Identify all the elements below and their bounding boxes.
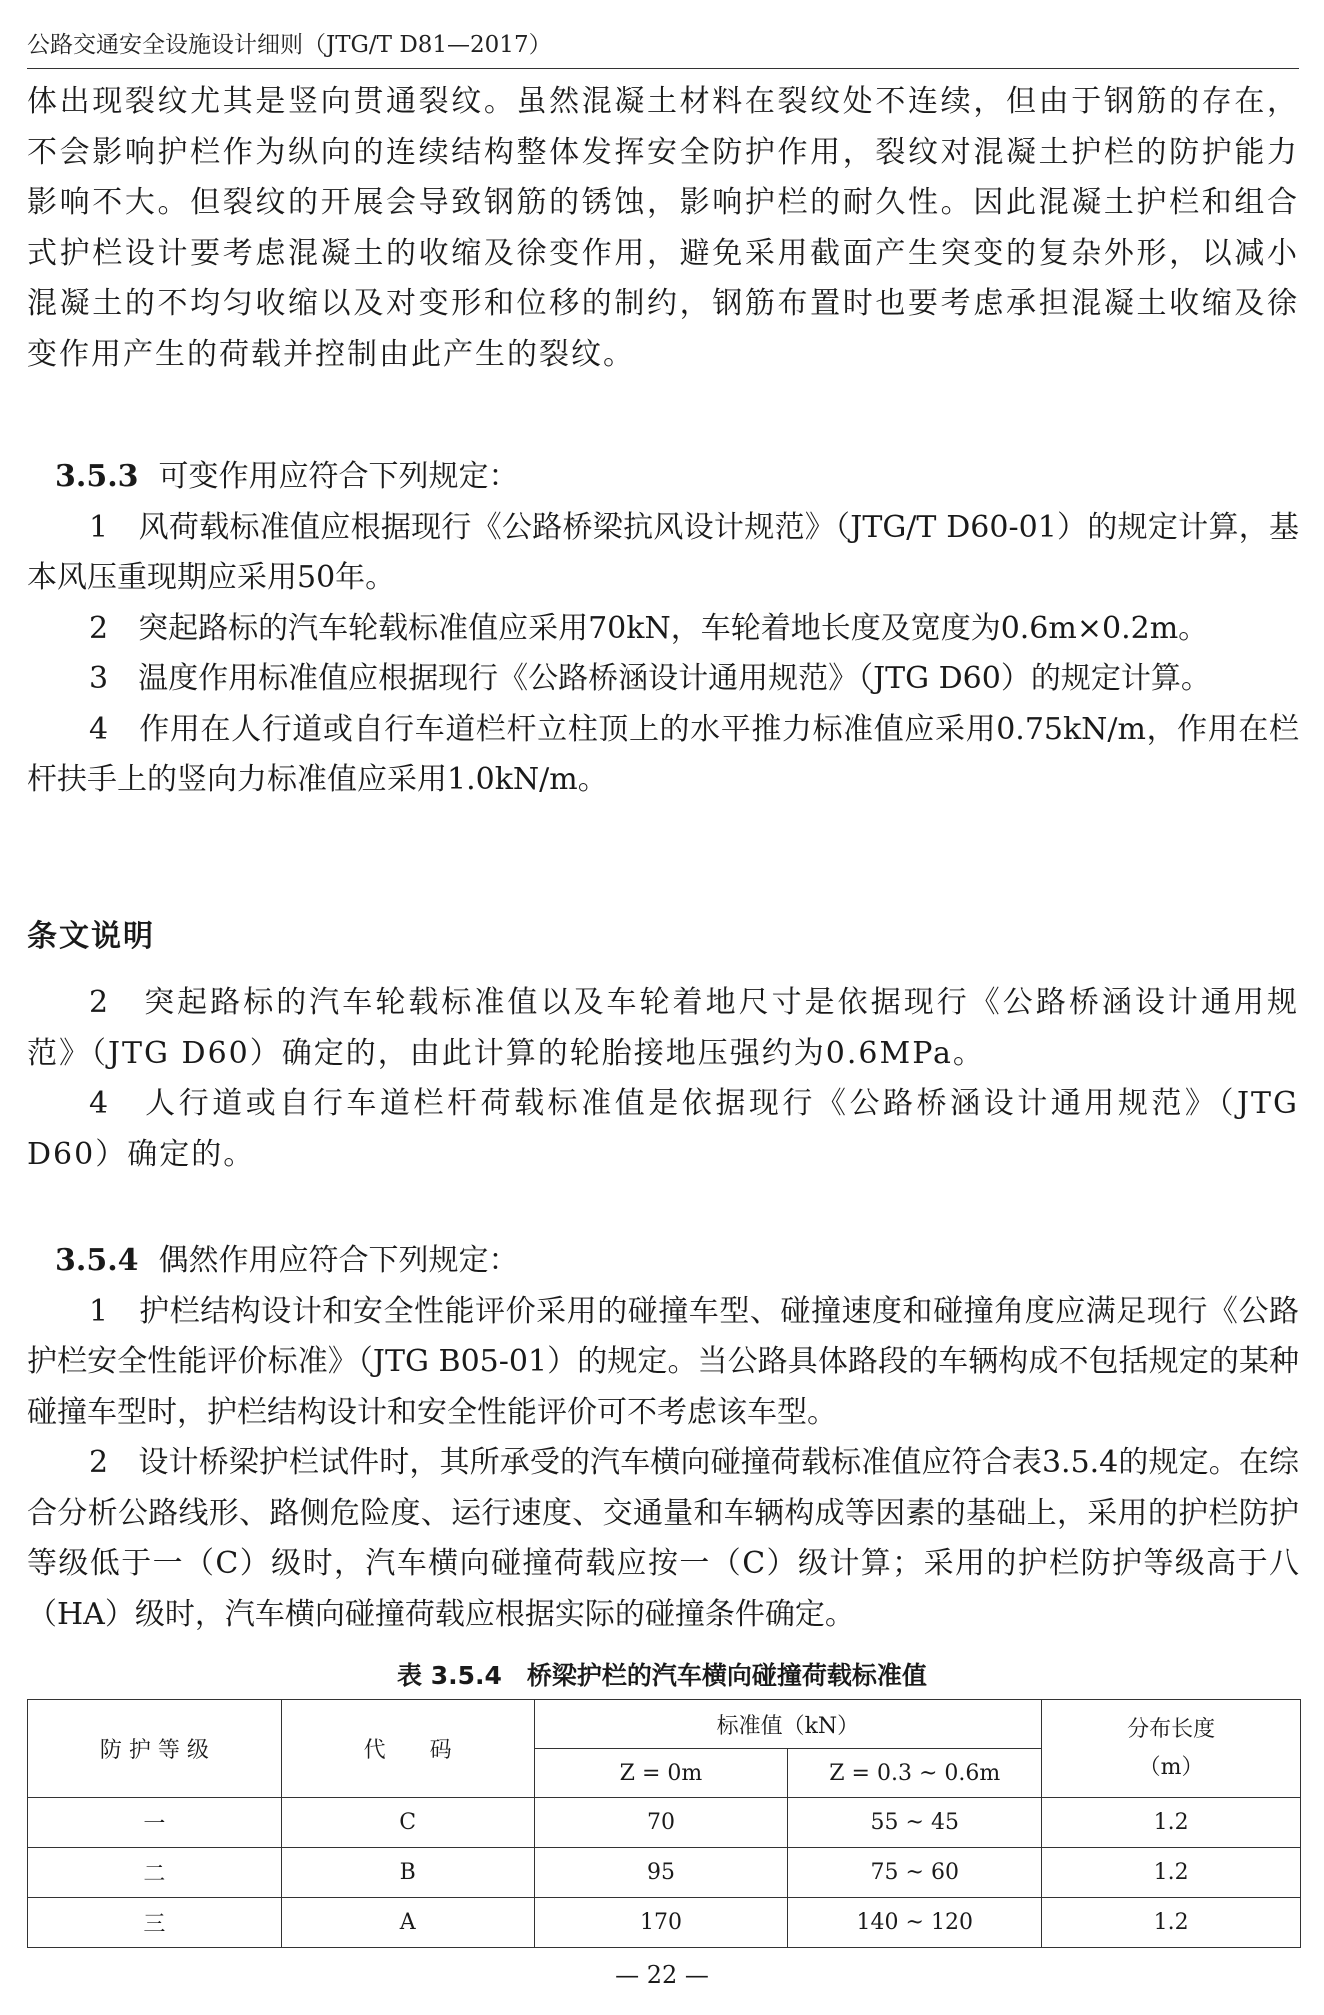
header-divider bbox=[27, 68, 1299, 69]
cell-z03: 75 ~ 60 bbox=[788, 1848, 1042, 1898]
section-3-5-4 bbox=[27, 1236, 1299, 1640]
cell-z03: 55 ~ 45 bbox=[788, 1798, 1042, 1848]
clause-item: 2 突起路标的汽车轮载标准值应采用70kN，车轮着地长度及宽度为0.6m×0.2m。 bbox=[89, 610, 1209, 646]
running-header: 公路交通安全设施设计细则（JTG/T D81—2017） bbox=[27, 32, 552, 58]
table-caption: 表 3.5.4 桥梁护栏的汽车横向碰撞荷载标准值 bbox=[397, 1661, 927, 1690]
header-z03: Z = 0.3 ~ 0.6m bbox=[788, 1749, 1042, 1798]
commentary-title: 条文说明 bbox=[27, 919, 155, 954]
cell-code: B bbox=[281, 1848, 534, 1898]
section-heading bbox=[27, 1236, 1299, 1287]
cell-length: 1.2 bbox=[1042, 1898, 1301, 1948]
cell-level: 二 bbox=[28, 1848, 282, 1898]
header-length bbox=[1042, 1700, 1301, 1798]
commentary-items bbox=[27, 978, 1299, 1180]
clause-item: 1 护栏结构设计和安全性能评价采用的碰撞车型、碰撞速度和碰撞角度应满足现行《公路护栏安全性能评价标准》（JTG B05-01）的规定。当公路具体路段的车辆构成不包括规定的某种碰撞车型时，护栏结构设计和安全性能评价可不考虑该车型。 bbox=[27, 1293, 1299, 1430]
section-title: 偶然作用应符合下列规定： bbox=[158, 1243, 519, 1278]
commentary-item: 2 突起路标的汽车轮载标准值以及车轮着地尺寸是依据现行《公路桥涵设计通用规范》（JTG D60）确定的，由此计算的轮胎接地压强约为0.6MPa。 bbox=[27, 985, 1299, 1071]
cell-level: 三 bbox=[28, 1898, 282, 1948]
section-3-5-3 bbox=[27, 452, 1299, 806]
table-row bbox=[28, 1798, 1301, 1848]
cell-code: C bbox=[281, 1798, 534, 1848]
section-heading bbox=[27, 452, 1299, 503]
clause-item: 1 风荷载标准值应根据现行《公路桥梁抗风设计规范》（JTG/T D60-01）的规定计算，基本风压重现期应采用50年。 bbox=[27, 509, 1299, 595]
section-title: 可变作用应符合下列规定： bbox=[158, 459, 519, 494]
table-row bbox=[28, 1848, 1301, 1898]
commentary-block bbox=[27, 912, 1299, 962]
header-std-value: 标准值（kN） bbox=[534, 1700, 1042, 1749]
section-number: 3.5.3 bbox=[55, 459, 139, 494]
section-number: 3.5.4 bbox=[55, 1243, 139, 1278]
cell-code: A bbox=[281, 1898, 534, 1948]
clause-item: 4 作用在人行道或自行车道栏杆立柱顶上的水平推力标准值应采用0.75kN/m，作用在栏杆扶手上的竖向力标准值应采用1.0kN/m。 bbox=[27, 711, 1299, 797]
table-row bbox=[28, 1898, 1301, 1948]
page-number: — 22 — bbox=[615, 1961, 709, 1989]
clause-item: 2 设计桥梁护栏试件时，其所承受的汽车横向碰撞荷载标准值应符合表3.5.4的规定。在综合分析公路线形、路侧危险度、运行速度、交通量和车辆构成等因素的基础上，采用的护栏防护等级低于一（C）级时，汽车横向碰撞荷载应按一（C）级计算；采用的护栏防护等级高于八（HA）级时，汽车横向碰撞荷载应根据实际的碰撞条件确定。 bbox=[27, 1445, 1299, 1632]
cell-z03: 140 ~ 120 bbox=[788, 1898, 1042, 1948]
cell-z0: 70 bbox=[534, 1798, 788, 1848]
cell-length: 1.2 bbox=[1042, 1848, 1301, 1898]
cell-length: 1.2 bbox=[1042, 1798, 1301, 1848]
header-length-unit: （m） bbox=[1138, 1754, 1204, 1780]
cell-z0: 170 bbox=[534, 1898, 788, 1948]
commentary-item: 4 人行道或自行车道栏杆荷载标准值是依据现行《公路桥涵设计通用规范》（JTG D60）确定的。 bbox=[27, 1086, 1299, 1172]
cell-z0: 95 bbox=[534, 1848, 788, 1898]
header-z0: Z = 0m bbox=[534, 1749, 788, 1798]
header-level: 防 护 等 级 bbox=[28, 1700, 282, 1798]
intro-paragraph: 体出现裂纹尤其是竖向贯通裂纹。虽然混凝土材料在裂纹处不连续，但由于钢筋的存在，不会影响护栏作为纵向的连续结构整体发挥安全防护作用，裂纹对混凝土护栏的防护能力影响不大。但裂纹的开展会导致钢筋的锈蚀，影响护栏的耐久性。因此混凝土护栏和组合式护栏设计要考虑混凝土的收缩及徐变作用，避免采用截面产生突变的复杂外形，以减小混凝土的不均匀收缩以及对变形和位移的制约，钢筋布置时也要考虑承担混凝土收缩及徐变作用产生的荷载并控制由此产生的裂纹。 bbox=[27, 84, 1299, 372]
clause-item: 3 温度作用标准值应根据现行《公路桥涵设计通用规范》（JTG D60）的规定计算。 bbox=[89, 661, 1211, 696]
load-table bbox=[27, 1699, 1301, 1948]
intro-block bbox=[27, 77, 1299, 380]
cell-level: 一 bbox=[28, 1798, 282, 1848]
header-length-label: 分布长度 bbox=[1127, 1716, 1216, 1742]
header-code: 代 码 bbox=[281, 1700, 534, 1798]
